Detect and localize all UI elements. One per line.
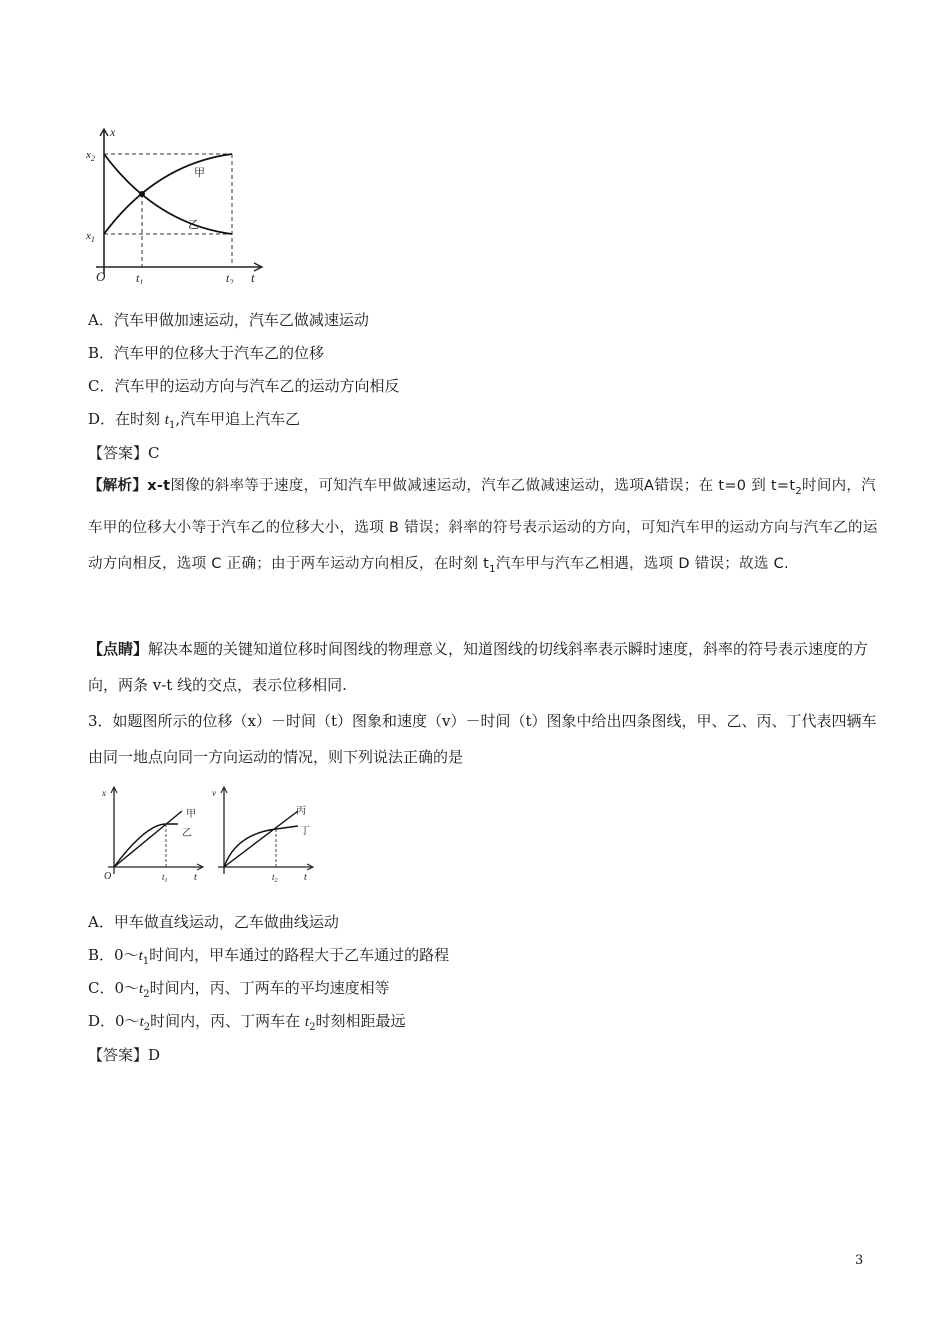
xt-graph-svg <box>86 124 276 284</box>
curve-jia <box>104 154 232 234</box>
svg-text:t: t <box>251 270 255 284</box>
q3-option-d: D．$0\sim t_2$时间内，丙、丁两车在 $t_2$时刻相距最远 <box>88 1012 406 1033</box>
svg-text:t1: $t_1$ <box>162 872 168 884</box>
svg-text:O: O <box>104 871 112 882</box>
q3-xt-graph <box>96 784 206 884</box>
svg-text:t: t <box>304 872 307 883</box>
q3-option-c: C．$0\sim t_2$时间内，丙、丁两车的平均速度相等 <box>88 979 390 1000</box>
q3-answer: 【答案】D <box>88 1046 161 1064</box>
q2-answer: 【答案】C <box>88 444 160 462</box>
q3-vt-graph <box>206 784 316 884</box>
svg-text:t: t <box>194 872 197 883</box>
q2-option-a: A．汽车甲做加速运动，汽车乙做减速运动 <box>88 311 369 329</box>
q2-note: 【点睛】解决本题的关键知道位移时间图线的物理意义，知道图线的切线斜率表示瞬时速度，斜率的符号表示速度的方向，两条 v-t 线的交点，表示位移相同. <box>88 640 869 694</box>
curve-yi <box>104 154 232 234</box>
svg-text:t1: $t_1$ <box>136 271 144 284</box>
q3-option-a: A．甲车做直线运动，乙车做曲线运动 <box>88 913 339 931</box>
svg-text:v: v <box>212 788 216 798</box>
q2-option-d: D．在时刻 $t_1$,汽车甲追上汽车乙 <box>88 410 301 431</box>
svg-text:乙: 乙 <box>182 828 192 839</box>
svg-text:甲: 甲 <box>194 166 205 179</box>
q2-option-c: C．汽车甲的运动方向与汽车乙的运动方向相反 <box>88 377 400 395</box>
svg-text:乙: 乙 <box>188 218 199 231</box>
xt-graph-figure <box>86 124 276 284</box>
svg-text:x1: $x_1$ <box>86 230 95 244</box>
svg-text:x: x <box>110 125 116 139</box>
q3-stem: 3．如题图所示的位移（x）－时间（t）图象和速度（v）－时间（t）图象中给出四条图线，甲、乙、丙、丁代表四辆车由同一地点向同一方向运动的情况，则下列说法正确的是 <box>88 712 877 766</box>
svg-text:O: O <box>96 269 106 284</box>
q2-analysis: 【解析】x-t图像的斜率等于速度，可知汽车甲做减速运动，汽车乙做减速运动，选项A错误；在 t=0 到 $t=t_2$时间内，汽车甲的位移大小等于汽车乙的位移大小，选项 B 错误；斜率的符号表示运动的方向，可知汽车甲的运动方向与汽车乙的运动方向相反，选项 C 正确；由于两车运动方向相反，在时刻 $t_1$汽车甲与汽车乙相遇，选项 D 错误；故选 C. <box>88 478 878 575</box>
svg-text:x: x <box>102 788 106 798</box>
q3-option-b: B．$0\sim t_1$时间内，甲车通过的路程大于乙车通过的路程 <box>88 946 450 967</box>
svg-text:x2: $x_2$ <box>86 149 95 163</box>
q2-option-b: B．汽车甲的位移大于汽车乙的位移 <box>88 344 325 362</box>
svg-text:丙: 丙 <box>296 806 306 817</box>
svg-text:t2: $t_2$ <box>272 872 278 884</box>
svg-text:丁: 丁 <box>300 826 310 837</box>
svg-text:甲: 甲 <box>186 809 196 820</box>
page-number: 3 <box>855 1253 864 1268</box>
svg-text:t2: $t_2$ <box>226 271 234 284</box>
